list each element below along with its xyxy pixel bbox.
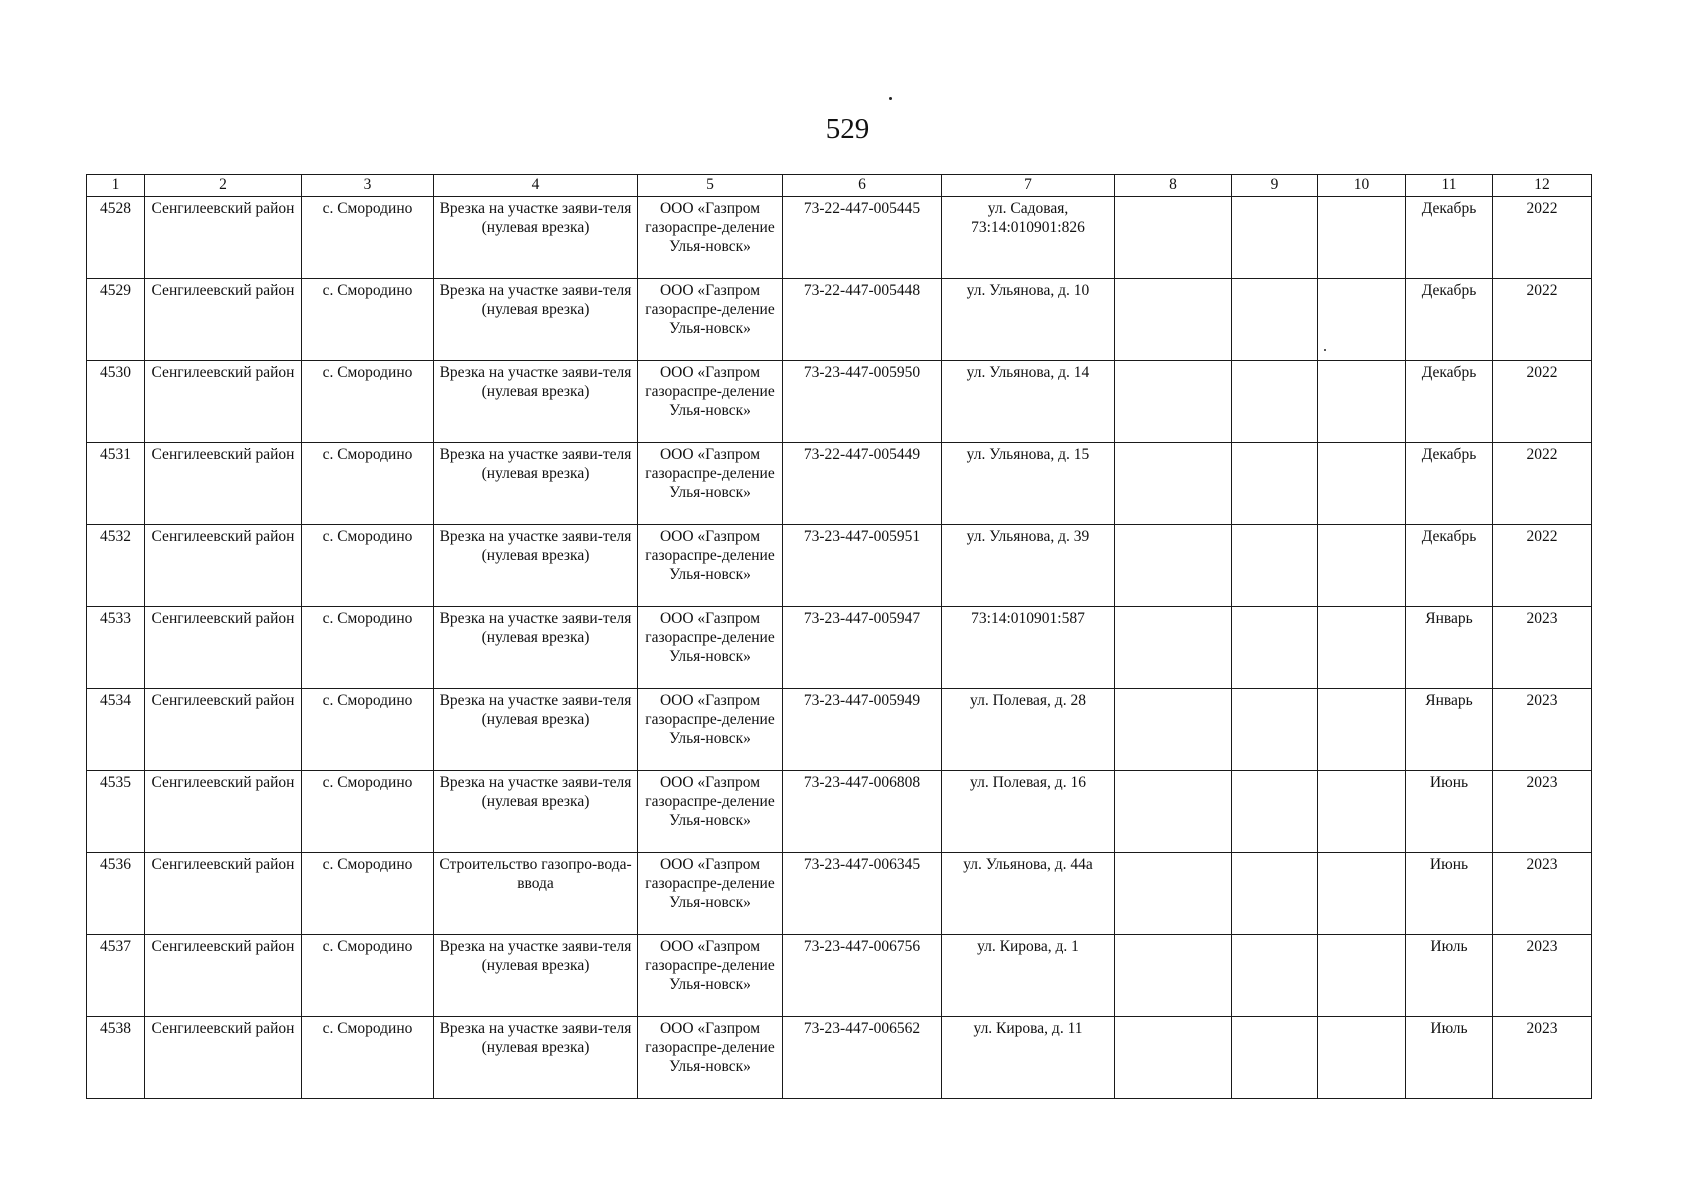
cell-work: Врезка на участке заяви-теля (нулевая врезка) [434,771,638,853]
cell-month: Декабрь [1406,279,1493,361]
cell-year: 2022 [1493,525,1592,607]
cell-org: ООО «Газпром газораспре-деление Улья-новск» [638,279,783,361]
cell-org: ООО «Газпром газораспре-деление Улья-новск» [638,197,783,279]
table-row [87,607,1592,689]
cell-settlement: с. Смородино [302,279,434,361]
cell-org: ООО «Газпром газораспре-деление Улья-новск» [638,935,783,1017]
cell-year: 2023 [1493,935,1592,1017]
cell-district: Сенгилеевский район [145,361,302,443]
column-header: 2 [145,175,302,197]
cell-col9 [1232,443,1318,525]
cell-code: 73-22-447-005448 [783,279,942,361]
cell-year: 2023 [1493,689,1592,771]
cell-number: 4531 [87,443,145,525]
cell-col10 [1318,525,1406,607]
cell-org: ООО «Газпром газораспре-деление Улья-новск» [638,771,783,853]
cell-settlement: с. Смородино [302,443,434,525]
cell-number: 4538 [87,1017,145,1099]
cell-year: 2022 [1493,443,1592,525]
table-row [87,443,1592,525]
column-header: 8 [1115,175,1232,197]
cell-col8 [1115,689,1232,771]
cell-org: ООО «Газпром газораспре-деление Улья-новск» [638,607,783,689]
cell-number: 4530 [87,361,145,443]
cell-col8 [1115,525,1232,607]
cell-code: 73-23-447-006562 [783,1017,942,1099]
cell-col8 [1115,197,1232,279]
cell-number: 4532 [87,525,145,607]
cell-col9 [1232,361,1318,443]
cell-col9 [1232,771,1318,853]
cell-org: ООО «Газпром газораспре-деление Улья-новск» [638,525,783,607]
table-row [87,935,1592,1017]
table-row [87,279,1592,361]
cell-number: 4536 [87,853,145,935]
cell-col9 [1232,607,1318,689]
cell-month: Июль [1406,935,1493,1017]
cell-col8 [1115,607,1232,689]
cell-settlement: с. Смородино [302,1017,434,1099]
table-row [87,771,1592,853]
cell-col10 [1318,935,1406,1017]
cell-code: 73-23-447-006808 [783,771,942,853]
cell-month: Январь [1406,689,1493,771]
cell-address: ул. Полевая, д. 16 [942,771,1115,853]
cell-work: Врезка на участке заяви-теля (нулевая врезка) [434,689,638,771]
cell-col8 [1115,771,1232,853]
column-header: 10 [1318,175,1406,197]
cell-code: 73-23-447-005949 [783,689,942,771]
cell-year: 2023 [1493,853,1592,935]
cell-settlement: с. Смородино [302,525,434,607]
cell-code: 73-22-447-005449 [783,443,942,525]
column-header: 11 [1406,175,1493,197]
cell-address: ул. Ульянова, д. 39 [942,525,1115,607]
cell-settlement: с. Смородино [302,935,434,1017]
cell-col9 [1232,1017,1318,1099]
cell-address: ул. Ульянова, д. 15 [942,443,1115,525]
cell-work: Врезка на участке заяви-теля (нулевая врезка) [434,1017,638,1099]
cell-district: Сенгилеевский район [145,853,302,935]
cell-col9 [1232,525,1318,607]
column-header: 9 [1232,175,1318,197]
column-header: 12 [1493,175,1592,197]
cell-col10 [1318,689,1406,771]
cell-settlement: с. Смородино [302,607,434,689]
cell-col8 [1115,935,1232,1017]
cell-settlement: с. Смородино [302,689,434,771]
cell-code: 73-23-447-006756 [783,935,942,1017]
cell-col10 [1318,443,1406,525]
cell-district: Сенгилеевский район [145,689,302,771]
cell-org: ООО «Газпром газораспре-деление Улья-новск» [638,689,783,771]
cell-settlement: с. Смородино [302,197,434,279]
cell-org: ООО «Газпром газораспре-деление Улья-новск» [638,853,783,935]
cell-number: 4535 [87,771,145,853]
cell-code: 73-22-447-005445 [783,197,942,279]
cell-org: ООО «Газпром газораспре-деление Улья-новск» [638,361,783,443]
cell-code: 73-23-447-005950 [783,361,942,443]
table-row [87,197,1592,279]
cell-year: 2022 [1493,361,1592,443]
cell-year: 2023 [1493,771,1592,853]
table-row [87,853,1592,935]
cell-address: ул. Кирова, д. 1 [942,935,1115,1017]
cell-col9 [1232,853,1318,935]
cell-work: Врезка на участке заяви-теля (нулевая врезка) [434,935,638,1017]
cell-address: ул. Ульянова, д. 14 [942,361,1115,443]
cell-col10 [1318,853,1406,935]
cell-district: Сенгилеевский район [145,1017,302,1099]
cell-district: Сенгилеевский район [145,443,302,525]
cell-col9 [1232,197,1318,279]
cell-district: Сенгилеевский район [145,197,302,279]
cell-district: Сенгилеевский район [145,607,302,689]
cell-number: 4529 [87,279,145,361]
cell-year: 2022 [1493,197,1592,279]
cell-month: Июнь [1406,771,1493,853]
cell-col10 [1318,1017,1406,1099]
table-row [87,1017,1592,1099]
cell-address: ул. Ульянова, д. 44а [942,853,1115,935]
cell-col10 [1318,771,1406,853]
scan-speck [889,97,892,100]
cell-col8 [1115,279,1232,361]
cell-month: Январь [1406,607,1493,689]
cell-col10 [1318,279,1406,361]
cell-work: Врезка на участке заяви-теля (нулевая врезка) [434,607,638,689]
column-header: 3 [302,175,434,197]
table-row [87,689,1592,771]
cell-year: 2022 [1493,279,1592,361]
column-header: 7 [942,175,1115,197]
cell-number: 4528 [87,197,145,279]
cell-code: 73-23-447-006345 [783,853,942,935]
cell-col8 [1115,1017,1232,1099]
cell-col9 [1232,279,1318,361]
cell-month: Декабрь [1406,525,1493,607]
column-header: 1 [87,175,145,197]
cell-district: Сенгилеевский район [145,935,302,1017]
cell-work: Врезка на участке заяви-теля (нулевая врезка) [434,525,638,607]
cell-col9 [1232,689,1318,771]
column-header: 5 [638,175,783,197]
page-number: 529 [825,113,870,145]
cell-settlement: с. Смородино [302,771,434,853]
cell-month: Декабрь [1406,197,1493,279]
cell-work: Врезка на участке заяви-теля (нулевая врезка) [434,197,638,279]
cell-number: 4537 [87,935,145,1017]
cell-work: Врезка на участке заяви-теля (нулевая врезка) [434,279,638,361]
cell-work: Строительство газопро-вода-ввода [434,853,638,935]
cell-col9 [1232,935,1318,1017]
cell-col8 [1115,361,1232,443]
cell-work: Врезка на участке заяви-теля (нулевая врезка) [434,361,638,443]
cell-district: Сенгилеевский район [145,525,302,607]
cell-org: ООО «Газпром газораспре-деление Улья-новск» [638,1017,783,1099]
cell-settlement: с. Смородино [302,361,434,443]
header-row [87,175,1592,197]
cell-address: ул. Кирова, д. 11 [942,1017,1115,1099]
cell-settlement: с. Смородино [302,853,434,935]
cell-col10 [1318,361,1406,443]
cell-address: ул. Ульянова, д. 10 [942,279,1115,361]
cell-address: 73:14:010901:587 [942,607,1115,689]
cell-org: ООО «Газпром газораспре-деление Улья-новск» [638,443,783,525]
cell-month: Декабрь [1406,361,1493,443]
cell-year: 2023 [1493,1017,1592,1099]
cell-col8 [1115,443,1232,525]
cell-col10 [1318,607,1406,689]
cell-work: Врезка на участке заяви-теля (нулевая врезка) [434,443,638,525]
table-body [87,197,1592,1099]
cell-month: Декабрь [1406,443,1493,525]
table-row [87,525,1592,607]
column-header: 6 [783,175,942,197]
cell-number: 4534 [87,689,145,771]
table-header [87,175,1592,197]
cell-address: ул. Садовая, 73:14:010901:826 [942,197,1115,279]
cell-year: 2023 [1493,607,1592,689]
cell-col10 [1318,197,1406,279]
cell-month: Июль [1406,1017,1493,1099]
cell-code: 73-23-447-005947 [783,607,942,689]
column-header: 4 [434,175,638,197]
cell-month: Июнь [1406,853,1493,935]
cell-district: Сенгилеевский район [145,279,302,361]
table-row [87,361,1592,443]
cell-code: 73-23-447-005951 [783,525,942,607]
cell-col8 [1115,853,1232,935]
cell-district: Сенгилеевский район [145,771,302,853]
registry-table [86,174,1592,1099]
cell-number: 4533 [87,607,145,689]
cell-address: ул. Полевая, д. 28 [942,689,1115,771]
